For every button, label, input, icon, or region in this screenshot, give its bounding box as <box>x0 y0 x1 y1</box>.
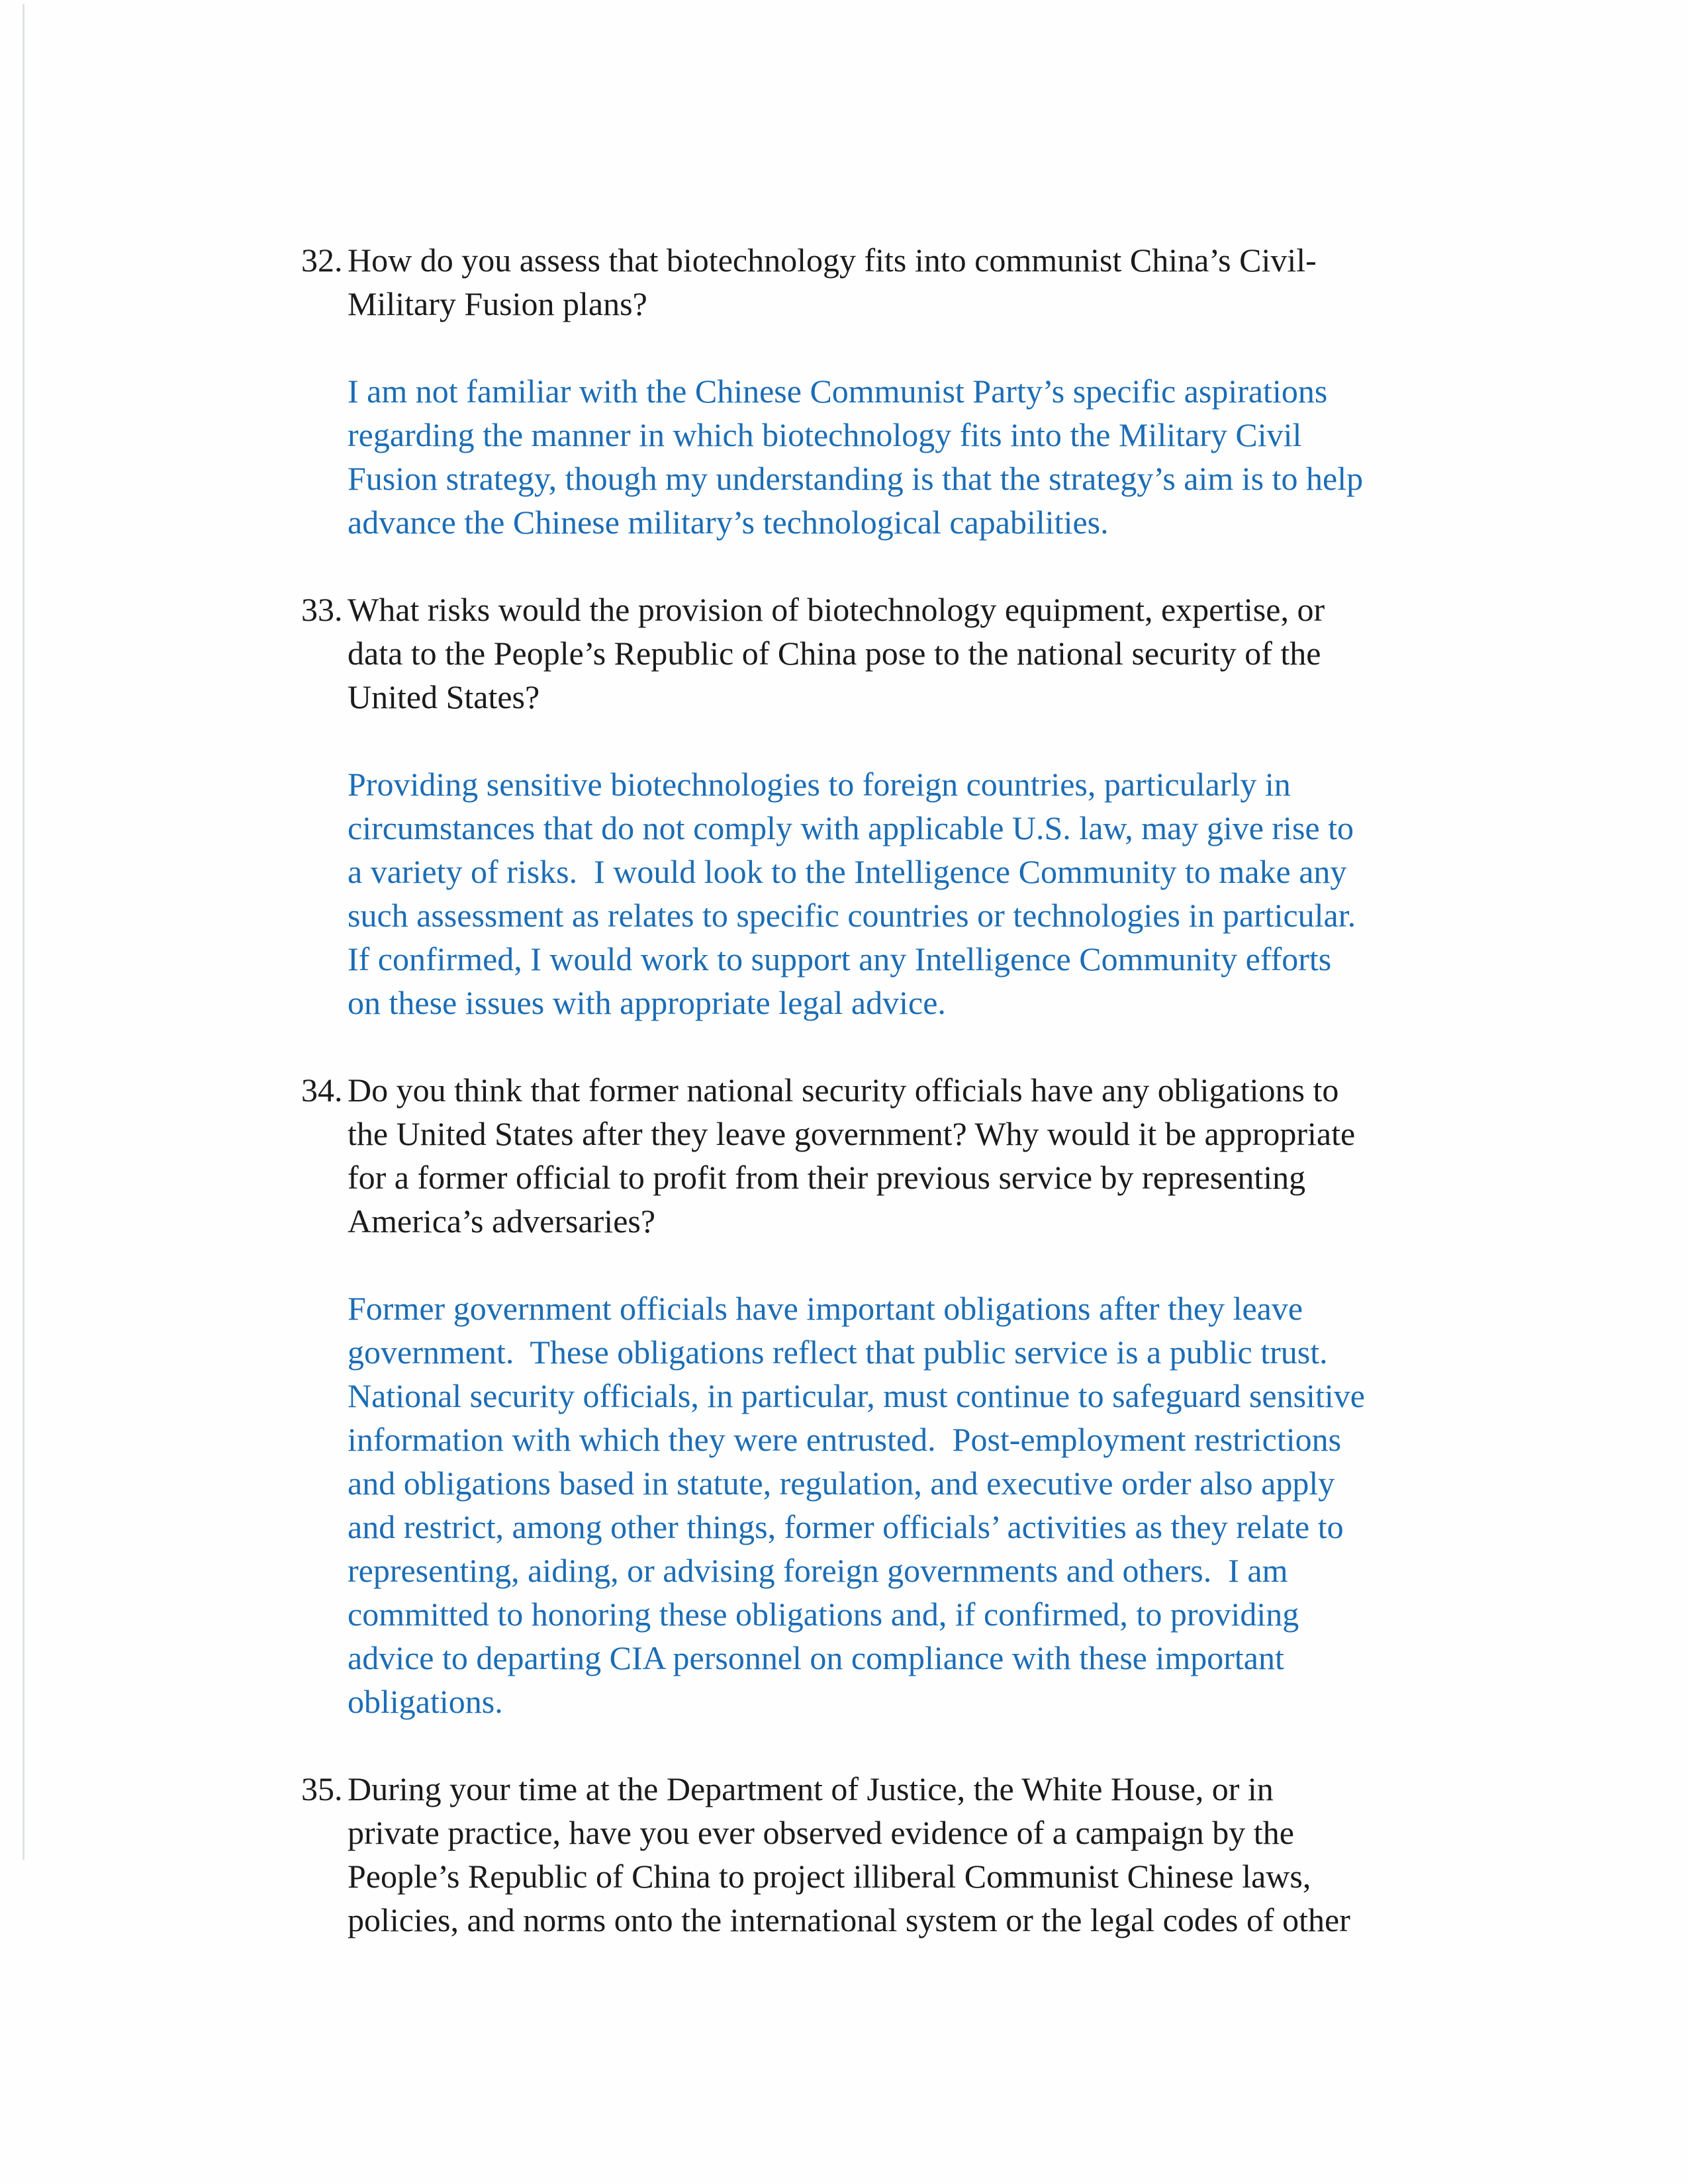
answer-line: representing, aiding, or advising foreign governments and others. I am <box>348 1552 1288 1589</box>
question-line: People’s Republic of China to project illiberal Communist Chinese laws, <box>348 1858 1311 1895</box>
question-34-number: 34. <box>301 1071 343 1109</box>
question-line: What risks would the provision of biotechnology equipment, expertise, or <box>348 591 1325 628</box>
question-35-number: 35. <box>301 1770 343 1807</box>
question-line: During your time at the Department of Justice, the White House, or in <box>348 1770 1274 1807</box>
scan-artifact-line <box>23 4 24 1860</box>
question-line: Do you think that former national security officials have any obligations to <box>348 1071 1339 1109</box>
question-line: the United States after they leave government? Why would it be appropriate <box>348 1115 1356 1152</box>
answer-line: advice to departing CIA personnel on compliance with these important <box>348 1639 1284 1676</box>
answer-line: Fusion strategy, though my understanding is that the strategy’s aim is to help <box>348 460 1364 497</box>
answer-line: government. These obligations reflect that public service is a public trust. <box>348 1334 1328 1371</box>
qa-content <box>301 238 1493 1942</box>
answer-line: advance the Chinese military’s technological capabilities. <box>348 504 1109 541</box>
question-32-number: 32. <box>301 242 343 279</box>
question-32 <box>301 238 1493 326</box>
answer-32 <box>301 369 1493 544</box>
question-line: Military Fusion plans? <box>348 285 647 322</box>
answer-line: Providing sensitive biotechnologies to foreign countries, particularly in <box>348 766 1291 803</box>
question-line: United States? <box>348 678 540 715</box>
answer-line: I am not familiar with the Chinese Communist Party’s specific aspirations <box>348 373 1328 410</box>
question-line: data to the People’s Republic of China pose to the national security of the <box>348 635 1321 672</box>
answer-line: If confirmed, I would work to support any Intelligence Community efforts <box>348 940 1332 978</box>
answer-line: information with which they were entrusted. Post-employment restrictions <box>348 1421 1342 1458</box>
question-33 <box>301 588 1493 719</box>
answer-line: regarding the manner in which biotechnology fits into the Military Civil <box>348 416 1302 453</box>
question-34 <box>301 1068 1493 1243</box>
answer-line: committed to honoring these obligations and, if confirmed, to providing <box>348 1596 1299 1633</box>
answer-34 <box>301 1287 1493 1723</box>
answer-line: on these issues with appropriate legal advice. <box>348 984 946 1021</box>
question-line: for a former official to profit from their previous service by representing <box>348 1159 1306 1196</box>
answer-line: a variety of risks. I would look to the Intelligence Community to make any <box>348 853 1347 890</box>
question-line: private practice, have you ever observed evidence of a campaign by the <box>348 1814 1294 1851</box>
answer-line: and restrict, among other things, former officials’ activities as they relate to <box>348 1508 1344 1545</box>
question-35 <box>301 1767 1493 1942</box>
question-line: policies, and norms onto the international system or the legal codes of other <box>348 1901 1350 1938</box>
question-line: How do you assess that biotechnology fits into communist China’s Civil- <box>348 242 1317 279</box>
answer-line: Former government officials have important obligations after they leave <box>348 1290 1303 1327</box>
answer-line: obligations. <box>348 1683 503 1720</box>
answer-line: such assessment as relates to specific countries or technologies in particular. <box>348 897 1356 934</box>
answer-line: circumstances that do not comply with applicable U.S. law, may give rise to <box>348 809 1354 846</box>
question-line: America’s adversaries? <box>348 1203 656 1240</box>
question-33-number: 33. <box>301 591 343 628</box>
answer-33 <box>301 762 1493 1024</box>
answer-line: National security officials, in particular, must continue to safeguard sensitive <box>348 1377 1365 1414</box>
answer-line: and obligations based in statute, regulation, and executive order also apply <box>348 1465 1335 1502</box>
